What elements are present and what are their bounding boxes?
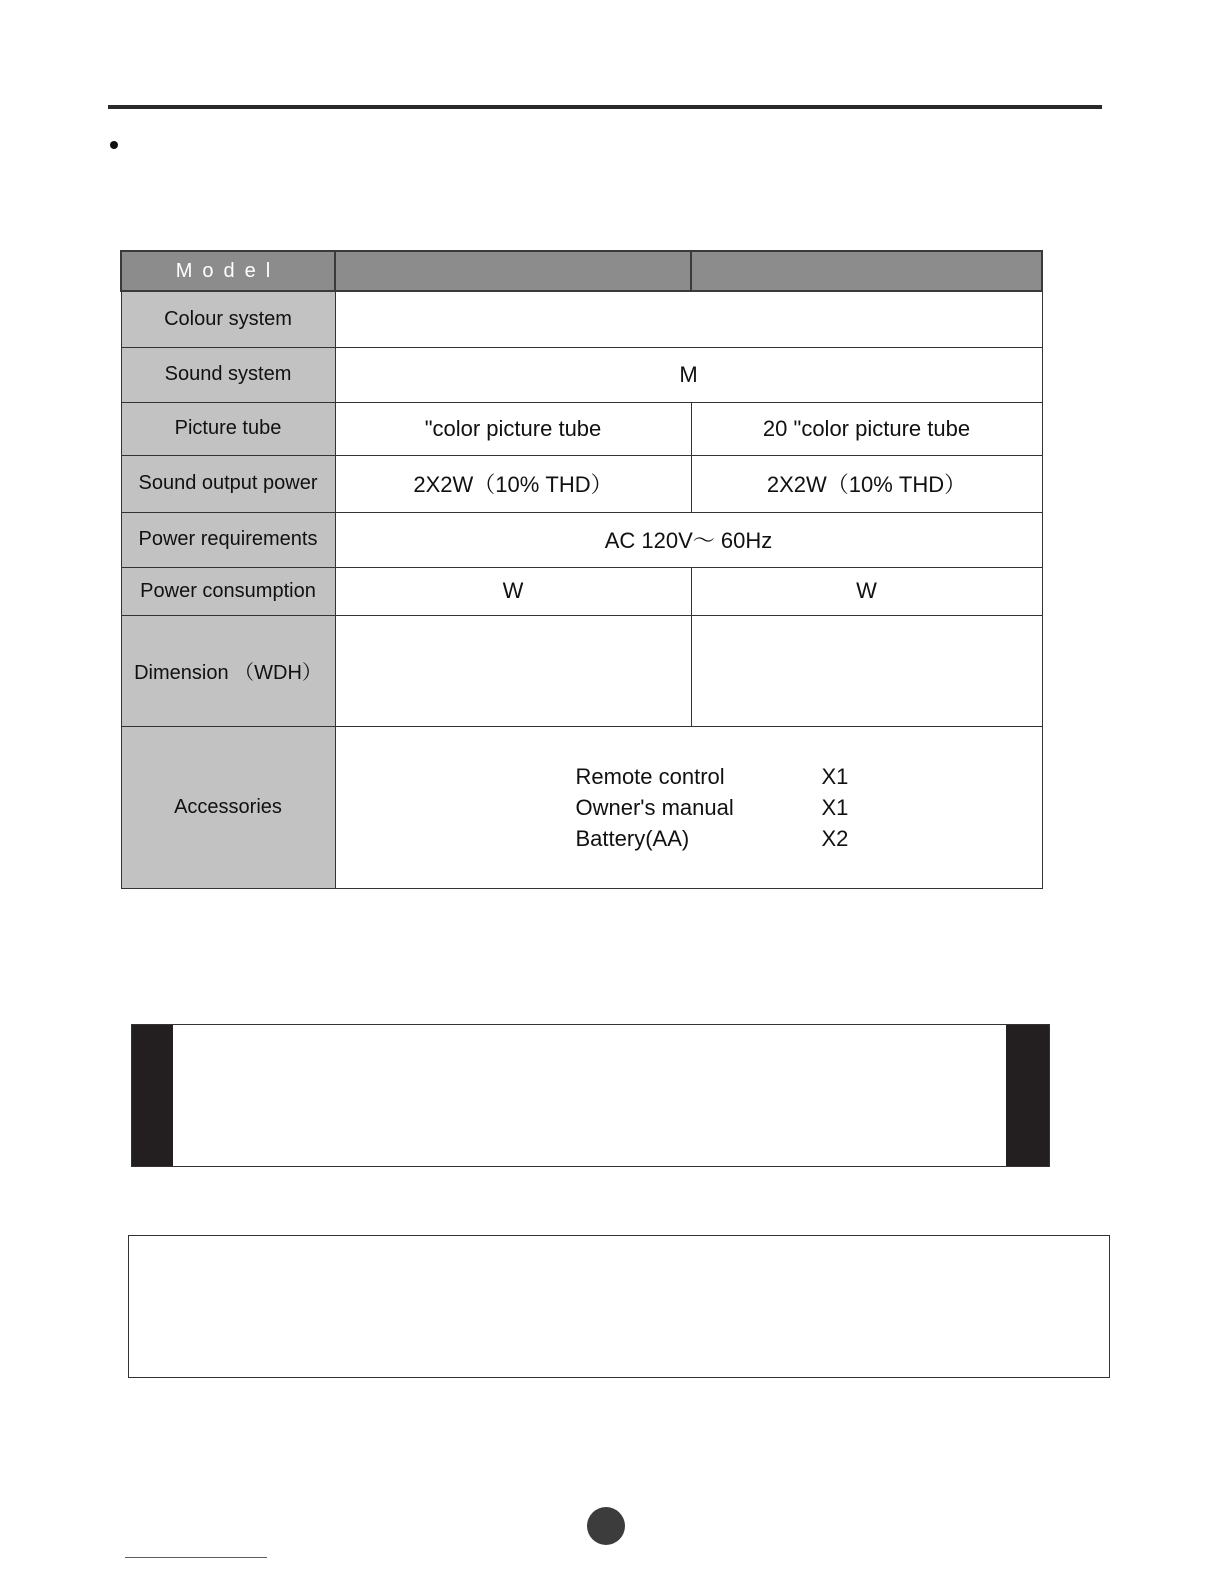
value-dimension-2: [691, 615, 1042, 726]
label-accessories: Accessories: [121, 726, 335, 888]
notice-bar-left: [132, 1025, 173, 1166]
label-power-requirements: Power requirements: [121, 512, 335, 567]
accessories-list: [576, 761, 862, 854]
accessory-name: Remote control: [575, 763, 725, 789]
accessory-name: Owner's manual: [575, 794, 734, 820]
spec-table: [120, 250, 1043, 889]
value-sound-output-power-2: 2X2W（10% THD）: [691, 455, 1042, 512]
value-power-consumption-2: W: [691, 567, 1042, 615]
value-sound-system: M: [335, 347, 1042, 402]
label-picture-tube: Picture tube: [121, 402, 335, 455]
label-sound-system: Sound system: [121, 347, 335, 402]
label-dimension: Dimension （WDH）: [121, 615, 335, 726]
accessory-item: [576, 761, 862, 792]
row-power-requirements: [121, 512, 1042, 567]
page-number-dot: [587, 1507, 625, 1545]
label-sound-output-power: Sound output power: [121, 455, 335, 512]
value-picture-tube-1: "color picture tube: [335, 402, 691, 455]
bullet-point: [110, 141, 118, 149]
model-col-2: [691, 251, 1042, 291]
row-picture-tube: [121, 402, 1042, 455]
spec-header-row: [121, 251, 1042, 291]
notice-box: [131, 1024, 1050, 1167]
value-power-consumption-1: W: [335, 567, 691, 615]
top-rule: [108, 105, 1102, 109]
model-col-1: [335, 251, 691, 291]
row-sound-output-power: [121, 455, 1042, 512]
accessory-qty: X2: [821, 825, 849, 851]
row-dimension: [121, 615, 1042, 726]
value-dimension-1: [335, 615, 691, 726]
row-power-consumption: [121, 567, 1042, 615]
value-sound-output-power-1: 2X2W（10% THD）: [335, 455, 691, 512]
row-accessories: [121, 726, 1042, 888]
label-colour-system: Colour system: [121, 291, 335, 347]
accessory-name: Battery(AA): [575, 825, 690, 851]
value-picture-tube-2: 20 "color picture tube: [691, 402, 1042, 455]
accessory-item: [576, 823, 862, 854]
accessory-qty: X1: [821, 763, 849, 789]
accessory-item: [576, 792, 862, 823]
row-sound-system: [121, 347, 1042, 402]
label-power-consumption: Power consumption: [121, 567, 335, 615]
value-accessories: [335, 726, 1042, 888]
accessory-qty: X1: [821, 794, 849, 820]
footer-rule: [125, 1557, 267, 1558]
value-power-requirements: AC 120V～ 60Hz: [335, 512, 1042, 567]
model-label: Model: [121, 251, 335, 291]
value-colour-system: [335, 291, 1042, 347]
notice-bar-right: [1006, 1025, 1049, 1166]
info-box: [128, 1235, 1110, 1378]
row-colour-system: [121, 291, 1042, 347]
